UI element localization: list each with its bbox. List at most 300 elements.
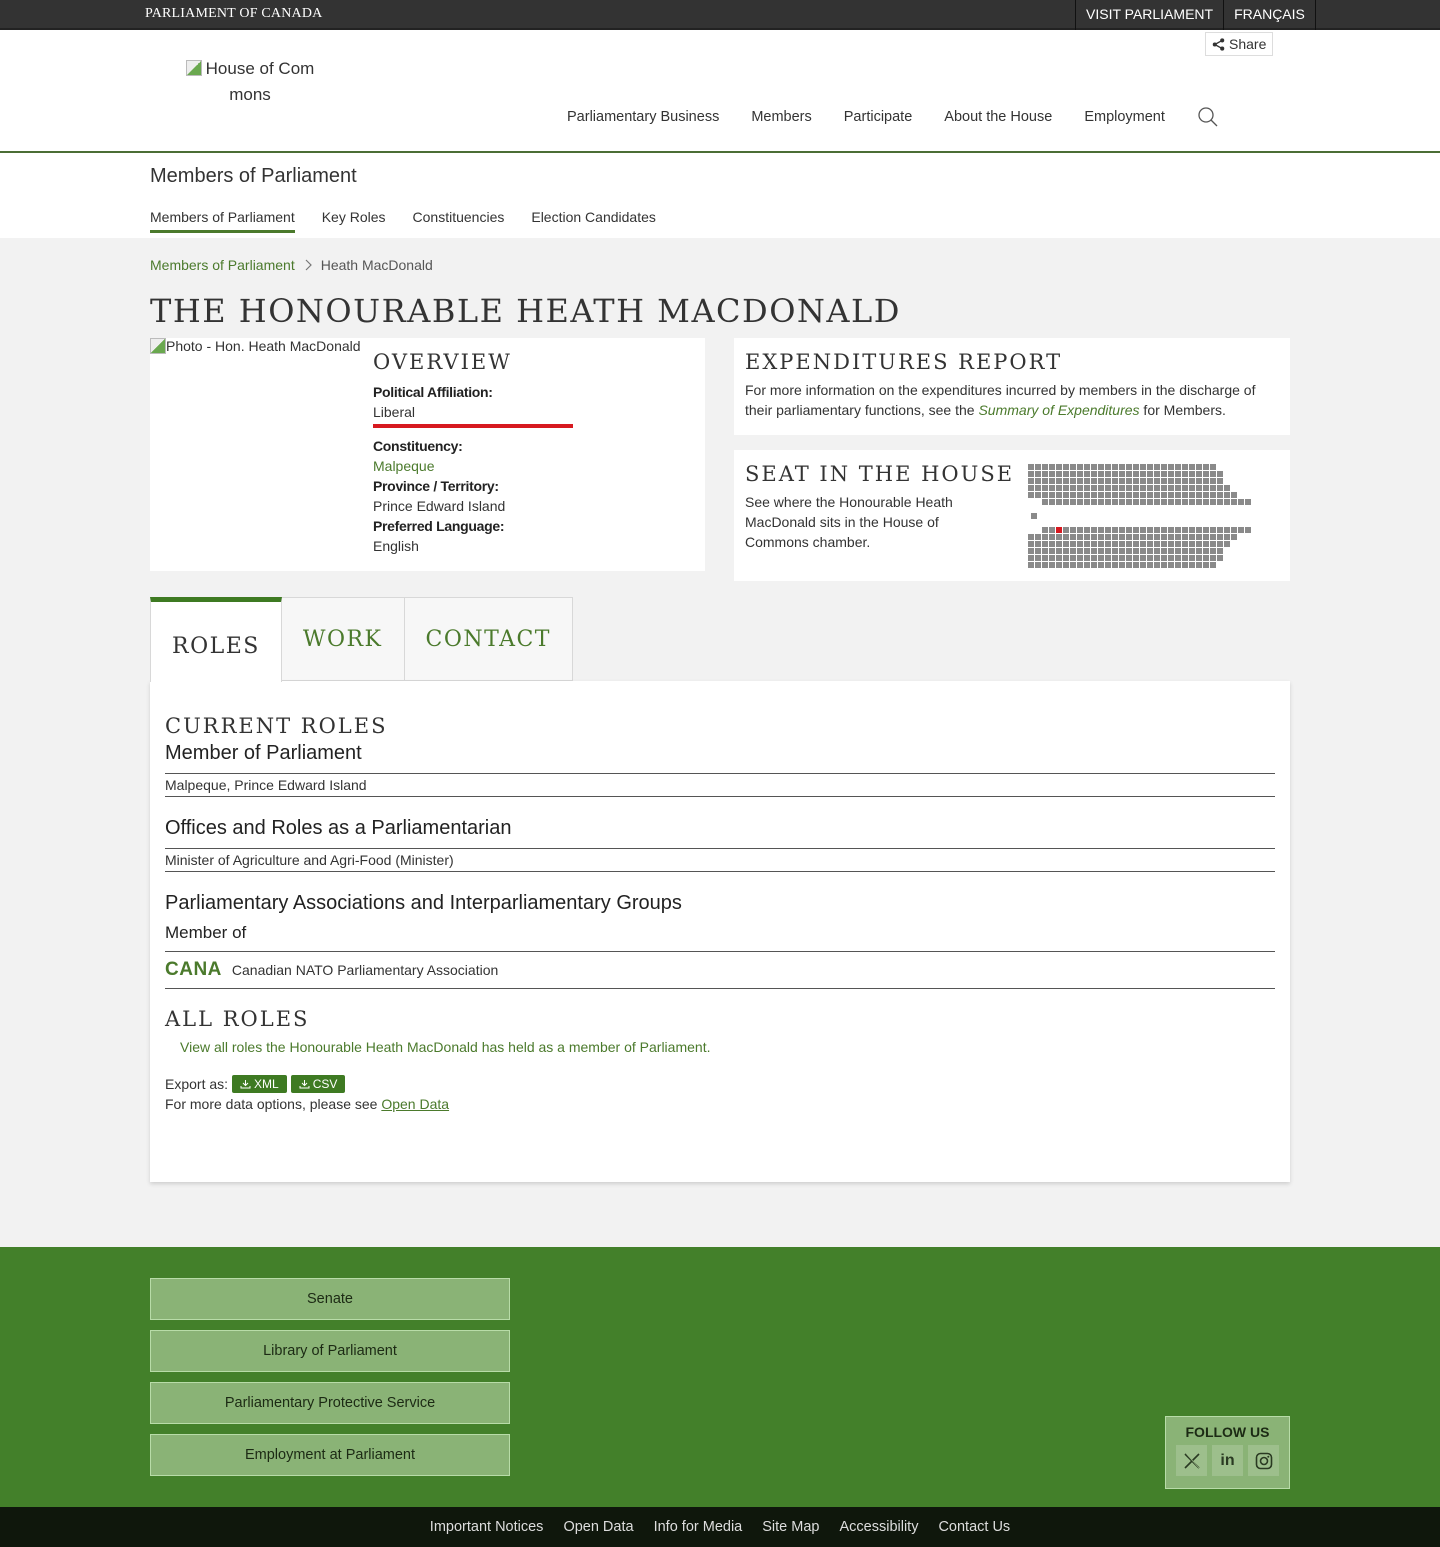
seat[interactable] (1091, 464, 1097, 470)
seat[interactable] (1077, 555, 1083, 561)
seat[interactable] (1154, 527, 1160, 533)
seat[interactable] (1224, 541, 1230, 547)
seat[interactable] (1049, 527, 1055, 533)
seat[interactable] (1168, 562, 1174, 568)
seat[interactable] (1084, 499, 1090, 505)
seat[interactable] (1035, 478, 1041, 484)
seat[interactable] (1098, 464, 1104, 470)
seat[interactable] (1189, 492, 1195, 498)
seat[interactable] (1231, 499, 1237, 505)
seat[interactable] (1105, 562, 1111, 568)
seat[interactable] (1112, 534, 1118, 540)
seat[interactable] (1077, 534, 1083, 540)
seat[interactable] (1126, 478, 1132, 484)
seat[interactable] (1077, 562, 1083, 568)
seat[interactable] (1119, 541, 1125, 547)
seat[interactable] (1091, 541, 1097, 547)
seat[interactable] (1049, 471, 1055, 477)
seat[interactable] (1140, 492, 1146, 498)
seat[interactable] (1042, 527, 1048, 533)
seat[interactable] (1028, 562, 1034, 568)
seat[interactable] (1182, 562, 1188, 568)
seat[interactable] (1154, 555, 1160, 561)
seat[interactable] (1210, 527, 1216, 533)
seat[interactable] (1091, 499, 1097, 505)
seat[interactable] (1217, 499, 1223, 505)
seat[interactable] (1168, 464, 1174, 470)
footer-senate-link[interactable]: Senate (150, 1278, 510, 1320)
seat[interactable] (1189, 555, 1195, 561)
seat[interactable] (1140, 485, 1146, 491)
seat[interactable] (1105, 555, 1111, 561)
seat[interactable] (1182, 492, 1188, 498)
seat[interactable] (1126, 471, 1132, 477)
seat[interactable] (1105, 492, 1111, 498)
seat[interactable] (1189, 548, 1195, 554)
nav-employment[interactable]: Employment (1084, 109, 1165, 125)
seat[interactable] (1091, 471, 1097, 477)
seat[interactable] (1217, 492, 1223, 498)
seat[interactable] (1175, 485, 1181, 491)
seat[interactable] (1210, 541, 1216, 547)
linkedin-icon[interactable]: in (1212, 1445, 1243, 1476)
seat[interactable] (1119, 492, 1125, 498)
seat[interactable] (1168, 471, 1174, 477)
seat[interactable] (1056, 478, 1062, 484)
info-for-media-link[interactable]: Info for Media (653, 1519, 743, 1535)
breadcrumb-members-link[interactable]: Members of Parliament (150, 257, 295, 273)
seat[interactable] (1077, 464, 1083, 470)
seat[interactable] (1182, 471, 1188, 477)
tab-work[interactable]: WORK (281, 597, 405, 681)
seat[interactable] (1112, 541, 1118, 547)
seat[interactable] (1091, 562, 1097, 568)
seat[interactable] (1147, 534, 1153, 540)
seat[interactable] (1031, 513, 1037, 519)
seat[interactable] (1035, 555, 1041, 561)
seat[interactable] (1035, 548, 1041, 554)
seat[interactable] (1098, 471, 1104, 477)
footer-protective-service-link[interactable]: Parliamentary Protective Service (150, 1382, 510, 1424)
seat[interactable] (1217, 485, 1223, 491)
seat[interactable] (1049, 478, 1055, 484)
seat[interactable] (1105, 478, 1111, 484)
seat[interactable] (1098, 562, 1104, 568)
seat[interactable] (1175, 548, 1181, 554)
seat[interactable] (1140, 534, 1146, 540)
seat[interactable] (1140, 527, 1146, 533)
seat[interactable] (1238, 527, 1244, 533)
accessibility-link[interactable]: Accessibility (839, 1519, 919, 1535)
seat[interactable] (1168, 555, 1174, 561)
site-map-link[interactable]: Site Map (762, 1519, 820, 1535)
seat[interactable] (1196, 541, 1202, 547)
seat[interactable] (1189, 485, 1195, 491)
footer-library-link[interactable]: Library of Parliament (150, 1330, 510, 1372)
seat[interactable] (1112, 562, 1118, 568)
seat[interactable] (1056, 464, 1062, 470)
seat[interactable] (1175, 464, 1181, 470)
seat[interactable] (1056, 534, 1062, 540)
seat[interactable] (1035, 485, 1041, 491)
seat[interactable] (1196, 499, 1202, 505)
seat[interactable] (1196, 464, 1202, 470)
seat[interactable] (1133, 485, 1139, 491)
seat[interactable] (1105, 485, 1111, 491)
share-button[interactable]: Share (1205, 32, 1273, 56)
seat[interactable] (1070, 562, 1076, 568)
seat[interactable] (1112, 485, 1118, 491)
seat[interactable] (1112, 492, 1118, 498)
seat[interactable] (1084, 562, 1090, 568)
seat[interactable] (1028, 485, 1034, 491)
seat[interactable] (1105, 471, 1111, 477)
seat[interactable] (1084, 492, 1090, 498)
seat[interactable] (1119, 478, 1125, 484)
seat[interactable] (1056, 485, 1062, 491)
seat[interactable] (1203, 534, 1209, 540)
seat[interactable] (1210, 499, 1216, 505)
seat[interactable] (1070, 541, 1076, 547)
seat[interactable] (1119, 562, 1125, 568)
seat[interactable] (1105, 527, 1111, 533)
seat[interactable] (1070, 555, 1076, 561)
seat[interactable] (1175, 541, 1181, 547)
seat[interactable] (1070, 527, 1076, 533)
seat[interactable] (1028, 534, 1034, 540)
seat[interactable] (1147, 492, 1153, 498)
seat[interactable] (1126, 499, 1132, 505)
seat[interactable] (1168, 548, 1174, 554)
seat[interactable] (1119, 534, 1125, 540)
seat[interactable] (1196, 527, 1202, 533)
seat[interactable] (1196, 555, 1202, 561)
seat[interactable] (1091, 478, 1097, 484)
seat[interactable] (1056, 548, 1062, 554)
seat[interactable] (1042, 555, 1048, 561)
seat[interactable] (1161, 562, 1167, 568)
nav-members[interactable]: Members (751, 109, 812, 125)
seat[interactable] (1147, 527, 1153, 533)
seat[interactable] (1084, 464, 1090, 470)
seat[interactable] (1070, 485, 1076, 491)
seat[interactable] (1126, 562, 1132, 568)
seat[interactable] (1105, 499, 1111, 505)
seat[interactable] (1063, 464, 1069, 470)
seat[interactable] (1210, 534, 1216, 540)
seat[interactable] (1070, 478, 1076, 484)
seat[interactable] (1042, 471, 1048, 477)
seat[interactable] (1140, 499, 1146, 505)
seat[interactable] (1035, 562, 1041, 568)
seat[interactable] (1154, 562, 1160, 568)
seat[interactable] (1154, 478, 1160, 484)
seat[interactable] (1203, 548, 1209, 554)
seat[interactable] (1049, 485, 1055, 491)
seat[interactable] (1035, 471, 1041, 477)
seat[interactable] (1049, 562, 1055, 568)
seat[interactable] (1203, 478, 1209, 484)
seat[interactable] (1105, 548, 1111, 554)
seat[interactable] (1063, 471, 1069, 477)
seat[interactable] (1147, 555, 1153, 561)
seat[interactable] (1098, 541, 1104, 547)
seat[interactable] (1098, 485, 1104, 491)
seat[interactable] (1126, 555, 1132, 561)
seat[interactable] (1210, 478, 1216, 484)
x-twitter-icon[interactable] (1176, 1445, 1207, 1476)
seat[interactable] (1133, 478, 1139, 484)
seat[interactable] (1133, 499, 1139, 505)
seat[interactable] (1042, 478, 1048, 484)
seat[interactable] (1154, 485, 1160, 491)
seat[interactable] (1154, 499, 1160, 505)
seat[interactable] (1112, 527, 1118, 533)
seat[interactable] (1077, 527, 1083, 533)
seat[interactable] (1112, 471, 1118, 477)
seat[interactable] (1168, 492, 1174, 498)
seat[interactable] (1182, 478, 1188, 484)
seat[interactable] (1161, 499, 1167, 505)
seat[interactable] (1056, 541, 1062, 547)
seat[interactable] (1035, 464, 1041, 470)
seat[interactable] (1098, 548, 1104, 554)
seat[interactable] (1147, 464, 1153, 470)
seat[interactable] (1070, 464, 1076, 470)
seat[interactable] (1196, 485, 1202, 491)
seat[interactable] (1077, 492, 1083, 498)
important-notices-link[interactable]: Important Notices (429, 1519, 544, 1535)
seat[interactable] (1147, 471, 1153, 477)
seat[interactable] (1028, 492, 1034, 498)
seat[interactable] (1224, 485, 1230, 491)
seat[interactable] (1063, 478, 1069, 484)
seat[interactable] (1175, 478, 1181, 484)
seat[interactable] (1175, 527, 1181, 533)
seat[interactable] (1168, 485, 1174, 491)
seat[interactable] (1210, 492, 1216, 498)
seat[interactable] (1189, 541, 1195, 547)
seat[interactable] (1210, 555, 1216, 561)
seat[interactable] (1063, 492, 1069, 498)
nav-parliamentary-business[interactable]: Parliamentary Business (567, 109, 720, 125)
seat[interactable] (1154, 471, 1160, 477)
open-data-footer-link[interactable]: Open Data (563, 1519, 634, 1535)
seat[interactable] (1189, 527, 1195, 533)
seat[interactable] (1182, 464, 1188, 470)
seat[interactable] (1126, 548, 1132, 554)
export-xml-button[interactable]: XML (232, 1075, 287, 1093)
seat[interactable] (1217, 541, 1223, 547)
seat[interactable] (1210, 464, 1216, 470)
seat[interactable] (1049, 555, 1055, 561)
seat[interactable] (1077, 478, 1083, 484)
seat[interactable] (1154, 548, 1160, 554)
seat[interactable] (1182, 527, 1188, 533)
seat[interactable] (1077, 485, 1083, 491)
seat[interactable] (1070, 492, 1076, 498)
seat[interactable] (1133, 464, 1139, 470)
seat[interactable] (1196, 548, 1202, 554)
seat[interactable] (1042, 548, 1048, 554)
seat[interactable] (1070, 534, 1076, 540)
open-data-link[interactable]: Open Data (381, 1096, 450, 1112)
seat[interactable] (1196, 471, 1202, 477)
seat[interactable] (1224, 527, 1230, 533)
seat[interactable] (1231, 527, 1237, 533)
seat[interactable] (1056, 555, 1062, 561)
seat[interactable] (1147, 548, 1153, 554)
seat[interactable] (1154, 464, 1160, 470)
seat[interactable] (1028, 464, 1034, 470)
seat[interactable] (1182, 485, 1188, 491)
seat[interactable] (1224, 492, 1230, 498)
seat[interactable] (1161, 534, 1167, 540)
seat[interactable] (1105, 464, 1111, 470)
seat[interactable] (1077, 499, 1083, 505)
seat[interactable] (1238, 499, 1244, 505)
nav-about-the-house[interactable]: About the House (944, 109, 1053, 125)
seat[interactable] (1168, 527, 1174, 533)
seat[interactable] (1154, 492, 1160, 498)
seat[interactable] (1028, 478, 1034, 484)
seat[interactable] (1196, 478, 1202, 484)
seat[interactable] (1084, 555, 1090, 561)
seat[interactable] (1161, 485, 1167, 491)
seat[interactable] (1049, 499, 1055, 505)
footer-employment-link[interactable]: Employment at Parliament (150, 1434, 510, 1476)
seat[interactable] (1056, 471, 1062, 477)
seat[interactable] (1049, 548, 1055, 554)
seat[interactable] (1063, 555, 1069, 561)
seat[interactable] (1203, 555, 1209, 561)
seat[interactable] (1203, 541, 1209, 547)
seat[interactable] (1049, 534, 1055, 540)
seat[interactable] (1077, 548, 1083, 554)
seat[interactable] (1049, 464, 1055, 470)
seat[interactable] (1154, 541, 1160, 547)
instagram-icon[interactable] (1248, 1445, 1279, 1476)
contact-us-link[interactable]: Contact Us (938, 1519, 1011, 1535)
seat[interactable] (1042, 541, 1048, 547)
seat[interactable] (1133, 548, 1139, 554)
seat[interactable] (1217, 478, 1223, 484)
seat[interactable] (1189, 562, 1195, 568)
seat[interactable] (1217, 527, 1223, 533)
seat[interactable] (1119, 548, 1125, 554)
seat[interactable] (1140, 471, 1146, 477)
seat[interactable] (1140, 555, 1146, 561)
seat[interactable] (1063, 527, 1069, 533)
seat[interactable] (1245, 499, 1251, 505)
seat[interactable] (1084, 541, 1090, 547)
seat[interactable] (1028, 548, 1034, 554)
seat[interactable] (1133, 534, 1139, 540)
seat[interactable] (1098, 478, 1104, 484)
summary-of-expenditures-link[interactable]: Summary of Expenditures (978, 402, 1140, 418)
seat[interactable] (1210, 471, 1216, 477)
seat[interactable] (1140, 548, 1146, 554)
seat[interactable] (1070, 548, 1076, 554)
seat[interactable] (1091, 485, 1097, 491)
seat[interactable] (1098, 492, 1104, 498)
seat[interactable] (1210, 548, 1216, 554)
seat[interactable] (1161, 548, 1167, 554)
seat[interactable] (1077, 471, 1083, 477)
seat[interactable] (1063, 548, 1069, 554)
seat[interactable] (1133, 471, 1139, 477)
seat[interactable] (1091, 492, 1097, 498)
seat[interactable] (1112, 555, 1118, 561)
seat[interactable] (1098, 534, 1104, 540)
seat[interactable] (1217, 548, 1223, 554)
seat[interactable] (1070, 471, 1076, 477)
member-seat[interactable] (1056, 527, 1062, 533)
seat[interactable] (1126, 492, 1132, 498)
seat[interactable] (1133, 555, 1139, 561)
seat[interactable] (1035, 534, 1041, 540)
subnav-election-candidates[interactable]: Election Candidates (531, 209, 656, 225)
constituency-link[interactable]: Malpeque (373, 458, 435, 474)
seat[interactable] (1126, 464, 1132, 470)
seat[interactable] (1119, 471, 1125, 477)
seat[interactable] (1224, 499, 1230, 505)
visit-parliament-link[interactable]: VISIT PARLIAMENT (1075, 0, 1223, 30)
seat[interactable] (1084, 471, 1090, 477)
seat[interactable] (1161, 471, 1167, 477)
seat[interactable] (1084, 485, 1090, 491)
seat[interactable] (1112, 499, 1118, 505)
seat[interactable] (1147, 562, 1153, 568)
seat[interactable] (1175, 471, 1181, 477)
seat[interactable] (1203, 485, 1209, 491)
seat[interactable] (1084, 478, 1090, 484)
seat[interactable] (1035, 541, 1041, 547)
seat[interactable] (1119, 485, 1125, 491)
seat[interactable] (1147, 485, 1153, 491)
seat[interactable] (1091, 534, 1097, 540)
seat[interactable] (1098, 527, 1104, 533)
seat[interactable] (1126, 534, 1132, 540)
subnav-members-of-parliament[interactable]: Members of Parliament (150, 209, 295, 233)
seat[interactable] (1161, 527, 1167, 533)
seat[interactable] (1196, 492, 1202, 498)
seat[interactable] (1028, 471, 1034, 477)
seat[interactable] (1147, 499, 1153, 505)
seat[interactable] (1161, 541, 1167, 547)
seat[interactable] (1063, 541, 1069, 547)
seat[interactable] (1049, 492, 1055, 498)
seat[interactable] (1056, 492, 1062, 498)
seat[interactable] (1105, 534, 1111, 540)
seat[interactable] (1189, 464, 1195, 470)
nav-participate[interactable]: Participate (843, 109, 913, 125)
seat[interactable] (1210, 562, 1216, 568)
seat[interactable] (1147, 541, 1153, 547)
seat[interactable] (1182, 555, 1188, 561)
seat[interactable] (1161, 478, 1167, 484)
seat[interactable] (1161, 555, 1167, 561)
seat[interactable] (1042, 485, 1048, 491)
seat[interactable] (1063, 534, 1069, 540)
seat[interactable] (1175, 534, 1181, 540)
seat[interactable] (1182, 499, 1188, 505)
tab-contact[interactable]: CONTACT (404, 597, 573, 681)
seat[interactable] (1182, 534, 1188, 540)
seat[interactable] (1126, 485, 1132, 491)
seat[interactable] (1112, 548, 1118, 554)
seat[interactable] (1224, 534, 1230, 540)
